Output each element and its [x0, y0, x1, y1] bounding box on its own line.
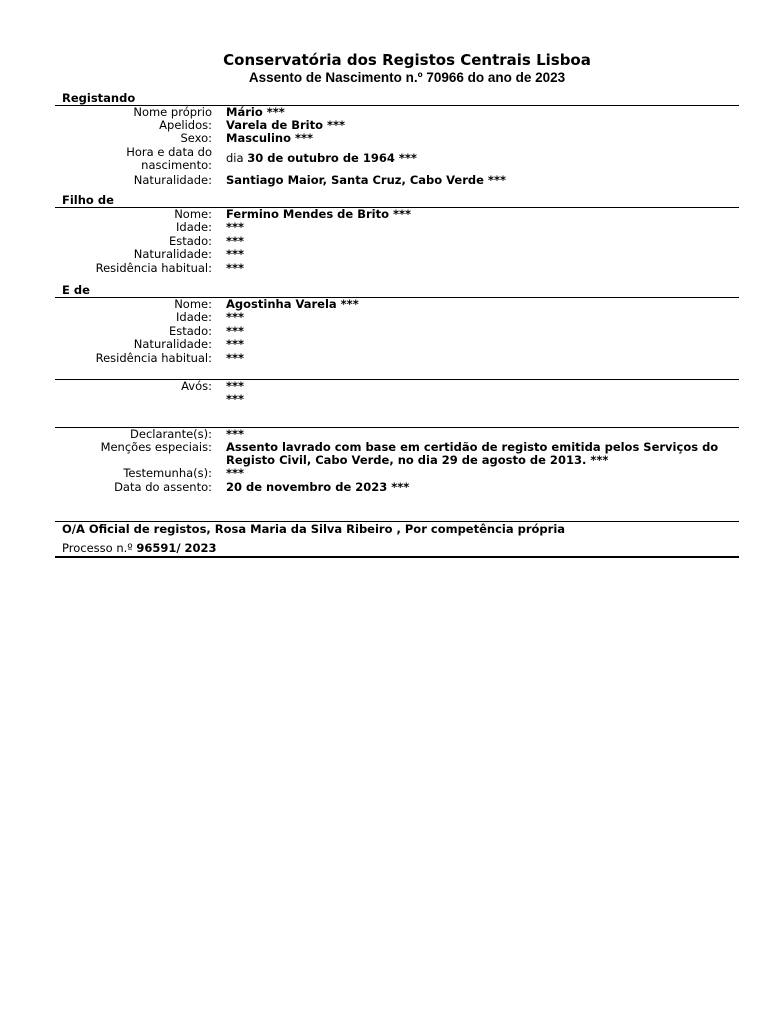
field-value: *** [226, 233, 245, 248]
field-avos [55, 380, 739, 406]
field-value: Masculino *** [226, 131, 314, 146]
field-label-line: Hora e data do [126, 144, 212, 159]
processo-line [55, 541, 739, 556]
processo-label: Processo n.º [62, 540, 137, 555]
birth-record-document [55, 50, 739, 558]
section-registando [55, 106, 739, 187]
date-value: 30 de outubro de 1964 *** [247, 150, 417, 165]
field-value: *** [226, 336, 245, 351]
field-label: Residência habitual: [95, 261, 212, 276]
field-value [226, 146, 732, 172]
field-label: Idade: [176, 220, 212, 235]
field-residencia [55, 352, 739, 365]
section-pai-heading: Filho de [62, 193, 114, 208]
section-mae-heading: E de [62, 283, 90, 298]
field-value: Fermino Mendes de Brito *** [226, 207, 412, 222]
field-label: Naturalidade: [133, 336, 212, 351]
field-value: Varela de Brito *** [226, 118, 346, 133]
field-estado [55, 325, 739, 338]
footer-bottom-rule [55, 556, 739, 558]
field-label [55, 146, 212, 172]
field-label: Naturalidade: [133, 173, 212, 188]
date-prefix: dia [226, 150, 248, 165]
field-idade [55, 311, 739, 324]
field-sexo [55, 132, 739, 145]
field-label: Avós: [181, 379, 212, 394]
document-subtitle: Assento de Nascimento n.º 70966 do ano de 2023 [248, 70, 566, 85]
field-value: Mário *** [226, 105, 285, 119]
section-avos [55, 380, 739, 406]
field-label: Naturalidade: [133, 246, 212, 261]
field-value [226, 380, 732, 406]
field-label: Nome próprio [133, 105, 212, 119]
field-estado [55, 235, 739, 248]
field-label: Apelidos: [159, 118, 212, 133]
oficial-signature-line: O/A Oficial de registos, Rosa Maria da Silva Ribeiro , Por competência própria [62, 521, 566, 536]
document-title: Conservatória dos Registos Centrais Lisboa [223, 51, 591, 69]
field-residencia [55, 262, 739, 275]
field-nome-proprio [55, 106, 739, 119]
field-label: Sexo: [180, 131, 212, 146]
field-value: 20 de novembro de 2023 *** [226, 480, 410, 495]
section-pai [55, 208, 739, 275]
field-nome [55, 298, 739, 311]
field-value: Agostinha Varela *** [226, 297, 359, 312]
field-value: *** [226, 220, 245, 235]
field-value-line: *** [226, 379, 245, 394]
field-value: *** [226, 310, 245, 325]
field-naturalidade [55, 248, 739, 261]
field-label: Idade: [176, 310, 212, 325]
field-mencoes-especiais [55, 441, 739, 467]
field-naturalidade [55, 174, 739, 187]
field-value: *** [226, 323, 245, 338]
field-value: Assento lavrado com base em certidão de registo emitida pelos Serviços do Registo Civil, Cabo Verde, no dia 29 de agosto de 2013. *** [226, 439, 719, 468]
field-label: Residência habitual: [95, 351, 212, 366]
field-value: *** [226, 351, 245, 366]
field-label: Estado: [168, 233, 212, 248]
field-label: Declarante(s): [130, 426, 212, 441]
field-value: *** [226, 246, 245, 261]
field-idade [55, 221, 739, 234]
section-mae [55, 298, 739, 365]
section-assento [55, 428, 739, 495]
field-label: Testemunha(s): [123, 466, 212, 481]
field-label: Menções especiais: [100, 439, 212, 454]
field-declarantes [55, 428, 739, 441]
field-naturalidade [55, 338, 739, 351]
field-value-line: *** [226, 392, 245, 407]
field-apelidos [55, 119, 739, 132]
field-value: Santiago Maior, Santa Cruz, Cabo Verde *** [226, 173, 506, 188]
field-value: *** [226, 261, 245, 276]
processo-number: 96591/ 2023 [136, 540, 217, 555]
field-label: Nome: [174, 297, 212, 312]
field-hora-data-nascimento [55, 146, 739, 172]
field-testemunhas [55, 467, 739, 480]
field-label: Nome: [174, 207, 212, 222]
section-registando-heading: Registando [62, 91, 136, 105]
field-label-line: nascimento: [141, 157, 212, 172]
field-value: *** [226, 426, 245, 441]
field-value: *** [226, 466, 245, 481]
field-data-assento [55, 481, 739, 494]
field-nome [55, 208, 739, 221]
field-label: Estado: [168, 323, 212, 338]
field-label: Data do assento: [114, 480, 212, 495]
